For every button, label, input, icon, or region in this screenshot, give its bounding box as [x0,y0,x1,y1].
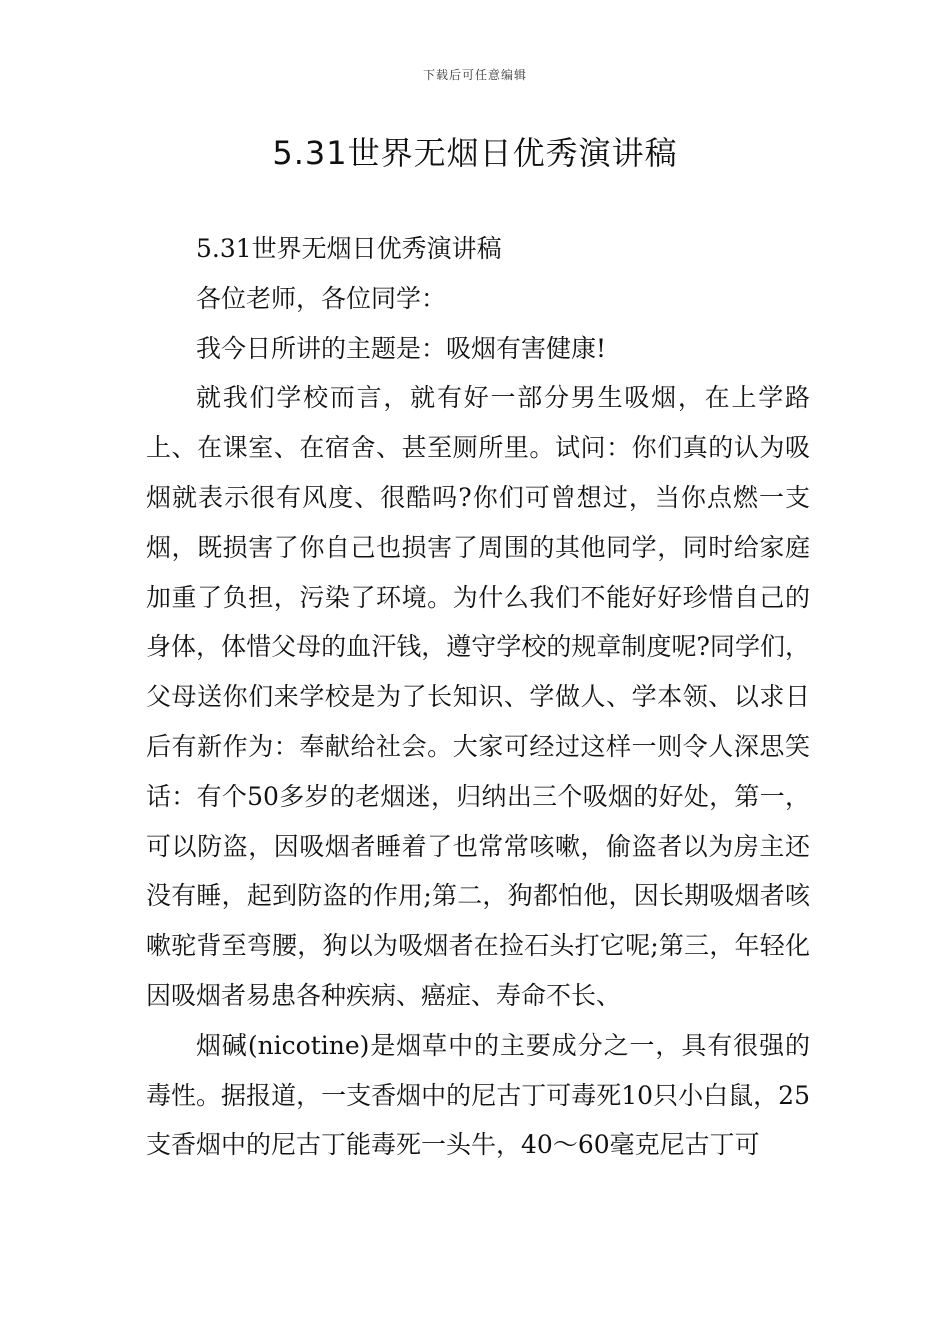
paragraph-subtitle: 5.31世界无烟日优秀演讲稿 [196,234,502,263]
header-note: 下载后可任意编辑 [422,68,527,82]
paragraph-school-smoking: 就我们学校而言，就有好一部分男生吸烟，在上学路上、在课室、在宿舍、甚至厕所里。试问：你们真的认为吸烟就表示很有风度、很酷吗?你们可曾想过，当你点燃一支烟，既损害了你自己也损害了周围的其他同学，同时给家庭加重了负担，污染了环境。为什么我们不能好好珍惜自己的身体，体惜父母的血汗钱，遵守学校的规章制度呢?同学们，父母送你们来学校是为了长知识、学做人、学本领、以求日后有新作为：奉献给社会。大家可经过这样一则令人深思笑话：有个50多岁的老烟迷，归纳出三个吸烟的好处，第一，可以防盗，因吸烟者睡着了也常常咳嗽，偷盗者以为房主还没有睡，起到防盗的作用;第二，狗都怕他，因长期吸烟者咳嗽驼背至弯腰，狗以为吸烟者在捡石头打它呢;第三，年轻化因吸烟者易患各种疾病、癌症、寿命不长、 [146,383,810,1010]
document-title: 5.31世界无烟日优秀演讲稿 [272,134,678,172]
paragraph-greeting: 各位老师，各位同学： [196,283,447,313]
document-body [146,224,810,1170]
paragraph-topic: 我今日所讲的主题是：吸烟有害健康! [196,333,607,363]
paragraph-nicotine: 烟碱(nicotine)是烟草中的主要成分之一，具有很强的毒性。据报道，一支香烟中的尼古丁可毒死10只小白鼠，25支香烟中的尼古丁能毒死一头牛，40～60毫克尼古丁可 [146,1030,810,1160]
